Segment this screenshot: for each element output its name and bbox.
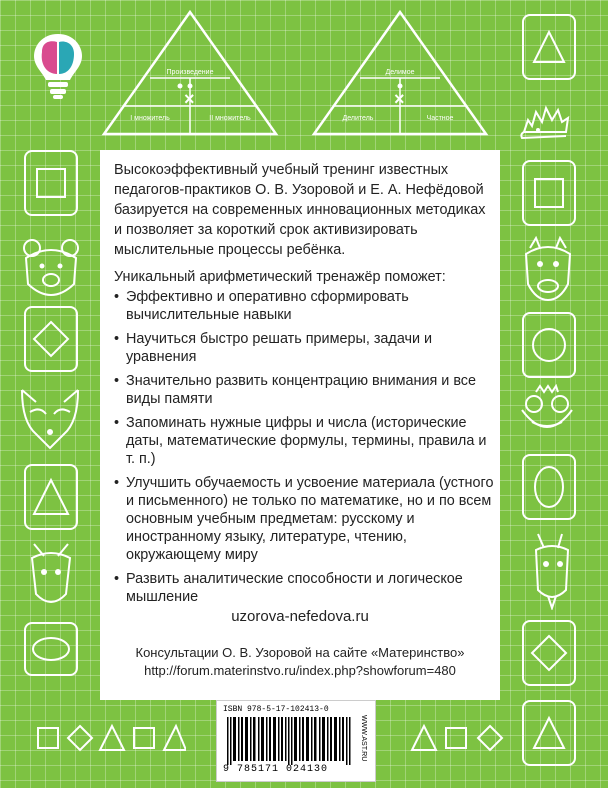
bullet: • — [114, 571, 120, 587]
oval-tile-left — [24, 622, 78, 676]
consult-line: Консультации О. В. Узоровой на сайте «Материнство» — [135, 645, 465, 660]
square-icon — [531, 175, 567, 211]
goat-icon — [522, 530, 582, 610]
dividend-label: Делимое — [385, 69, 415, 76]
circle-tile-right — [522, 312, 576, 378]
quotient-label: Частное — [426, 115, 454, 122]
diamond-icon — [478, 726, 502, 750]
oval-tile-right — [522, 454, 576, 520]
website-link[interactable]: uzorova-nefedova.ru — [231, 608, 369, 625]
triangle-icon — [164, 726, 186, 750]
oval-icon — [29, 634, 73, 664]
divisor-label: Делитель — [342, 115, 374, 122]
frog-icon — [514, 384, 580, 444]
square-tile-left — [24, 150, 78, 216]
publisher-site: WWW.AST.RU — [360, 715, 367, 762]
division-triangle — [310, 8, 490, 138]
square-tile-right — [522, 160, 576, 226]
svg-text:×: × — [394, 89, 405, 109]
bullet: • — [114, 289, 120, 305]
description-panel — [100, 150, 500, 700]
multiplier-one-label: I множитель — [130, 115, 170, 122]
bear-icon — [18, 234, 84, 304]
triangle-icon — [412, 726, 436, 750]
list-item: • Эффективно и оперативно сформировать вычислительные навыки — [114, 289, 409, 323]
bullet: • — [114, 415, 120, 431]
lead-sentence: Уникальный арифметический тренажёр поможет: — [114, 269, 446, 285]
triangle-tile — [522, 14, 576, 80]
bullet: • — [114, 331, 120, 347]
diamond-tile-right — [522, 620, 576, 686]
bullet: • — [114, 475, 120, 491]
intro-paragraph: Высокоэффективный учебный тренинг известных педагогов-практиков О. В. Узоровой и Е. А. Нефёдовой базируется на современных инновационных методиках и позволяет за короткий срок активизировать мыслительные процессы ребёнка. — [114, 162, 486, 258]
circle-icon — [529, 325, 569, 365]
multiplication-triangle — [100, 8, 280, 138]
giraffe-icon — [516, 236, 580, 306]
triangle-icon — [531, 715, 567, 751]
barcode-bars — [227, 717, 353, 765]
triangle-tile-right-bottom — [522, 700, 576, 766]
list-item: • Улучшить обучаемость и усвоение материала (устного и письменного) не только по математике, но и по всем основным учебным предметам: русскому и иностранному языку, литературе, чтению, окружающему миру — [114, 475, 494, 563]
bullet: • — [114, 373, 120, 389]
multiplier-two-label: II множитель — [209, 115, 251, 122]
list-item: • Значительно развить концентрацию внимания и все виды памяти — [114, 373, 477, 407]
triangle-icon — [31, 477, 71, 517]
bottom-shapes-row-right — [410, 718, 510, 758]
benefits-list — [114, 288, 494, 612]
diamond-icon — [529, 633, 569, 673]
triangle-tile-left — [24, 464, 78, 530]
square-icon — [134, 728, 154, 748]
triangle-icon — [531, 29, 567, 65]
product-label: Произведение — [166, 69, 214, 76]
list-item: • Развить аналитические способности и логическое мышление — [114, 571, 463, 605]
bottom-shapes-row — [36, 718, 186, 758]
oval-icon — [529, 462, 569, 512]
svg-text:×: × — [184, 89, 195, 109]
triangle-icon — [100, 726, 124, 750]
diamond-icon — [31, 319, 71, 359]
list-item: • Запоминать нужные цифры и числа (исторические даты, математические формулы, термины, правила и т. п.) — [114, 415, 487, 467]
diamond-icon — [68, 726, 92, 750]
diamond-tile-left — [24, 306, 78, 372]
lightbulb-brain-icon — [28, 30, 88, 100]
barcode — [216, 700, 376, 782]
barcode-digits: 9 785171 024130 — [223, 764, 329, 775]
list-item: • Научиться быстро решать примеры, задачи и уравнения — [114, 331, 433, 365]
square-icon — [38, 728, 58, 748]
isbn-text: ISBN 978-5-17-102413-0 — [223, 705, 329, 714]
hedgehog-icon — [516, 90, 576, 150]
square-icon — [33, 165, 69, 201]
goat-icon — [20, 540, 82, 614]
forum-link[interactable]: http://forum.materinstvo.ru/index.php?showforum=480 — [144, 663, 456, 678]
square-icon — [446, 728, 466, 748]
consultation-info — [100, 644, 500, 680]
raccoon-icon — [16, 382, 84, 452]
